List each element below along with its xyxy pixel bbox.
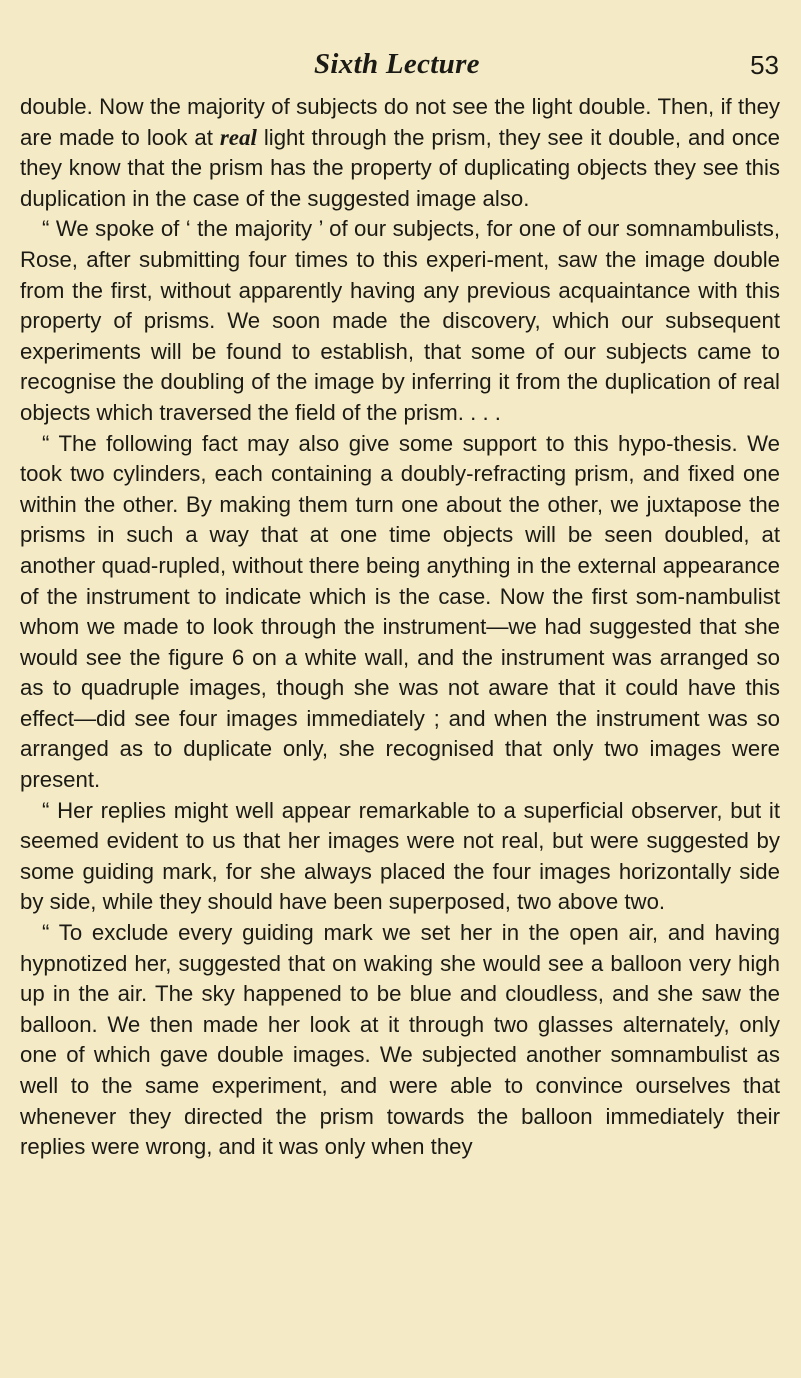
emphasis-real: real — [219, 124, 257, 150]
paragraph-1 — [20, 92, 780, 214]
body-text — [20, 92, 780, 1163]
paragraph-3: “ The following fact may also give some support to this hypo-thesis. We took two cylinders, each containing a doubly-refracting prism, and fixed one within the other. By making them turn one about the other, we juxtapose the prisms in such a way that at one time objects will be seen doubled, at another quad-rupled, without there being anything in the external appearance of the instrument to indicate which is the case. Now the first som-nambulist whom we made to look through the instrument—we had suggested that she would see the figure 6 on a white wall, and the instrument was arranged so as to quadruple images, though she was not aware that it could have this effect—did see four images immediately ; and when the instrument was so arranged as to duplicate only, she recognised that only two images were present. — [20, 430, 780, 793]
paragraph-2: “ We spoke of ‘ the majority ’ of our subjects, for one of our somnambulists, Rose, after submitting four times to this experi-ment, saw the image double from the first, without apparently having any previous acquaintance with this property of prisms. We soon made the discovery, which our subsequent experiments will be found to establish, that some of our subjects came to recognise the doubling of the image by inferring it from the duplication of real objects which traversed the field of the prism. . . . — [20, 216, 780, 425]
paragraph-4: “ Her replies might well appear remarkable to a superficial observer, but it seemed evident to us that her images were not real, but were suggested by some guiding mark, for she always placed the four images horizontally side by side, while they should have been superposed, two above two. — [20, 797, 780, 915]
paragraph-1-text-before: double. Now the majority of subjects do not see the light double. Then, if they are made to look at — [20, 94, 780, 150]
running-title: Sixth Lecture — [314, 48, 480, 80]
paragraph-5: “ To exclude every guiding mark we set her in the open air, and having hypnotized her, suggested that on waking she would see a balloon very high up in the air. The sky happened to be blue and cloudless, and she saw the balloon. We then made her look at it through two glasses alternately, only one of which gave double images. We subjected another somnambulist as well to the same experiment, and were able to convince ourselves that whenever they directed the prism towards the balloon immediately their replies were wrong, and it was only when they — [20, 920, 780, 1160]
paragraph-1-text-after: light through the prism, they see it double, and once they know that the prism has the property of duplicating objects they see this duplication in the case of the suggested image also. — [20, 124, 780, 211]
page-number: 53 — [750, 50, 779, 80]
running-head — [0, 42, 801, 82]
